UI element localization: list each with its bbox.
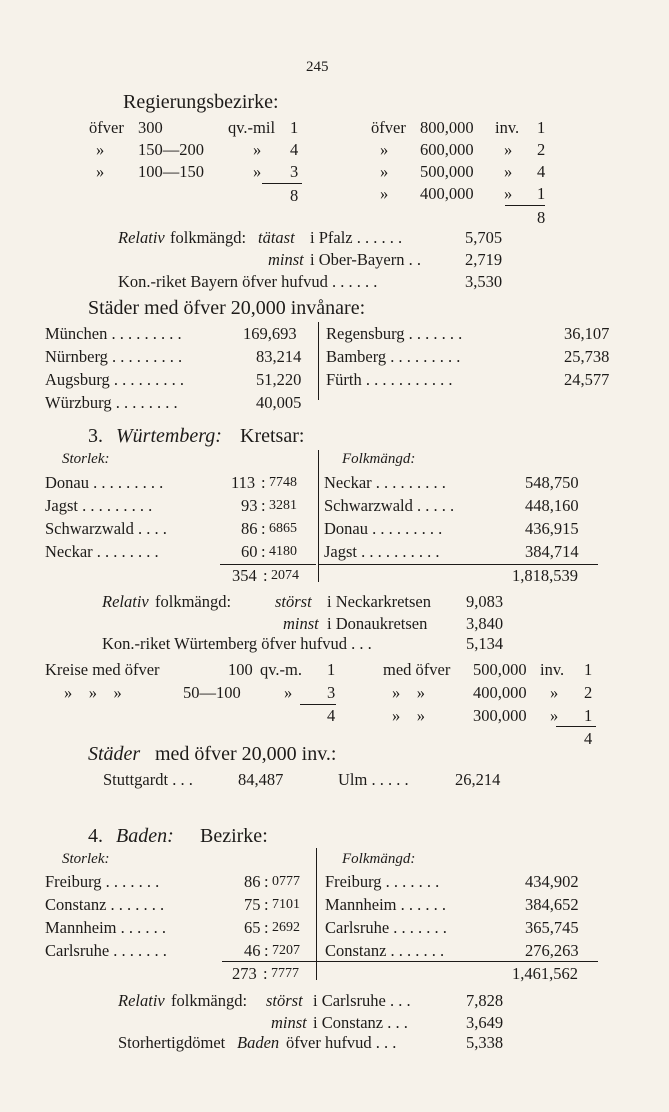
pop-row-label: » — [380, 184, 389, 203]
cities-text: med öfver 20,000 inv.: — [155, 743, 337, 765]
size-name: Mannheim . . . . . . — [45, 918, 166, 937]
sum-rule — [505, 205, 545, 206]
pop-row-count: 2 — [537, 140, 546, 159]
size-value: 65 — [244, 918, 261, 937]
pop-row-unit: inv. — [495, 118, 520, 137]
section-name: Baden: — [116, 825, 174, 847]
kingdom-value: 3,530 — [465, 272, 503, 291]
area-row-unit: qv.-mil — [228, 118, 276, 137]
pop-class-label: » » — [392, 706, 425, 725]
size-ratio: 7207 — [272, 943, 300, 958]
city-value: 24,577 — [564, 370, 610, 389]
area-row-range: 50—100 — [183, 683, 241, 702]
pop-name: Schwarzwald . . . . . — [324, 496, 455, 515]
pop-value: 365,745 — [525, 918, 579, 937]
pop-row-label: » — [380, 162, 389, 181]
size-heading: Storlek: — [62, 851, 110, 867]
largest-value: 7,828 — [466, 991, 504, 1010]
city-name: Stuttgardt . . . — [103, 770, 193, 789]
area-row-range: 100 — [228, 660, 253, 679]
bavaria-heading: Regierungsbezirke: — [123, 91, 279, 113]
area-total: 8 — [290, 186, 299, 205]
duchy-value: 5,338 — [466, 1033, 504, 1052]
pop-class-unit: inv. — [540, 660, 565, 679]
size-ratio: 6865 — [269, 521, 297, 536]
pop-name: Mannheim . . . . . . — [325, 895, 446, 914]
city-name: Augsburg . . . . . . . . . — [45, 370, 185, 389]
least-text: i Ober-Bayern . . — [310, 250, 422, 269]
column-divider — [318, 450, 319, 582]
city-name: Würzburg . . . . . . . . — [45, 393, 178, 412]
area-row-unit: » — [253, 162, 262, 181]
city-value: 83,214 — [256, 347, 302, 366]
size-total-ratio: 2074 — [271, 568, 299, 583]
kingdom-value: 5,134 — [466, 634, 504, 653]
pop-class-label: » » — [392, 683, 425, 702]
area-total: 4 — [327, 706, 336, 725]
sum-rule — [262, 183, 302, 184]
size-name: Neckar . . . . . . . . — [45, 542, 159, 561]
city-name: Ulm . . . . . — [338, 770, 409, 789]
size-ratio: 3281 — [269, 498, 297, 513]
size-value: 86 — [241, 519, 258, 538]
pop-row-count: 1 — [537, 118, 546, 137]
area-row-label: Kreise med öfver — [45, 660, 160, 679]
least-value: 2,719 — [465, 250, 503, 269]
size-value: 75 — [244, 895, 261, 914]
sum-rule — [220, 564, 316, 565]
pop-value: 434,902 — [525, 872, 579, 891]
size-value: 86 — [244, 872, 261, 891]
page-number: 245 — [306, 59, 329, 75]
largest-text: i Carlsruhe . . . — [313, 991, 411, 1010]
pop-row-label: öfver — [371, 118, 406, 137]
pop-value: 384,652 — [525, 895, 579, 914]
pop-total: 1,461,562 — [512, 964, 578, 983]
city-value: 51,220 — [256, 370, 302, 389]
section-suffix: Bezirke: — [200, 825, 268, 847]
pop-row-label: » — [380, 140, 389, 159]
sum-rule — [318, 564, 598, 565]
pop-heading: Folkmängd: — [342, 451, 416, 467]
size-ratio: 7748 — [269, 475, 297, 490]
city-name: Regensburg . . . . . . . — [326, 324, 463, 343]
pop-row-value: 400,000 — [420, 184, 474, 203]
pop-row-count: 1 — [537, 184, 546, 203]
pop-class-unit: » — [550, 706, 559, 725]
section-suffix: Kretsar: — [240, 425, 305, 447]
least-label: minst — [283, 614, 319, 633]
sum-rule — [300, 704, 336, 705]
pop-class-value: 500,000 — [473, 660, 527, 679]
size-name: Constanz . . . . . . . — [45, 895, 165, 914]
least-text: i Constanz . . . — [313, 1013, 408, 1032]
city-value: 84,487 — [238, 770, 284, 789]
city-name: Bamberg . . . . . . . . . — [326, 347, 461, 366]
city-name: Nürnberg . . . . . . . . . — [45, 347, 183, 366]
pop-total: 1,818,539 — [512, 566, 578, 585]
size-value: 113 — [231, 473, 256, 492]
size-heading: Storlek: — [62, 451, 110, 467]
pop-row-unit: » — [504, 162, 513, 181]
kingdom-text: Kon.-riket Bayern öfver hufvud . . . . . . — [118, 272, 378, 291]
size-ratio: 7101 — [272, 897, 300, 912]
column-divider — [318, 322, 319, 400]
pop-class-unit: » — [550, 683, 559, 702]
area-row-count: 3 — [327, 683, 336, 702]
pop-class-label: med öfver — [383, 660, 451, 679]
pop-value: 548,750 — [525, 473, 579, 492]
size-ratio: 0777 — [272, 874, 300, 889]
densest-text: i Pfalz . . . . . . — [310, 228, 403, 247]
size-total-ratio: 7777 — [271, 966, 299, 981]
sum-rule — [222, 961, 316, 962]
pop-name: Constanz . . . . . . . — [325, 941, 445, 960]
relative-text: folkmängd: — [170, 228, 247, 247]
least-label: minst — [271, 1013, 307, 1032]
largest-text: i Neckarkretsen — [327, 592, 431, 611]
cities-heading: Städer med öfver 20,000 invånare: — [88, 297, 366, 319]
area-row-count: 1 — [327, 660, 336, 679]
city-value: 36,107 — [564, 324, 610, 343]
pop-value: 436,915 — [525, 519, 579, 538]
least-label: minst — [268, 250, 304, 269]
area-row-range: 100—150 — [138, 162, 204, 181]
area-row-label: » » » — [64, 683, 122, 702]
least-text: i Donaukretsen — [327, 614, 428, 633]
city-value: 25,738 — [564, 347, 610, 366]
pop-name: Carlsruhe . . . . . . . — [325, 918, 447, 937]
densest-value: 5,705 — [465, 228, 503, 247]
section-number: 4. — [88, 825, 103, 847]
pop-value: 276,263 — [525, 941, 579, 960]
pop-class-count: 1 — [584, 706, 593, 725]
size-ratio: 2692 — [272, 920, 300, 935]
pop-value: 384,714 — [525, 542, 579, 561]
relative-label: Relativ — [118, 228, 165, 247]
relative-label: Relativ — [102, 592, 149, 611]
section-number: 3. — [88, 425, 103, 447]
pop-name: Jagst . . . . . . . . . . — [324, 542, 440, 561]
area-row-count: 3 — [290, 162, 299, 181]
book-page: 245 Regierungsbezirke: öfver 300 qv.-mil 1 » 150—200 » 4 » 100—150 » 3 8 öfver 800,000 inv. 1 » 600,000 » 2 » 500,000 » 4 » 400,000 » 1 8 Relativ folkmängd: tätast i Pfalz . . . . . . 5,705 minst i Ober-Bayern . . 2,719 Kon.-riket Bayern öfver hufvud . . . . . . 3,530 Städer med öfver 20,000 invånare: München . . . . . . . . . 169,693 Nürnberg . . . . . . . . . 83,214 Augsburg . . . . . . . . . 51,220 Würzburg . . . . . . . . 40,005 Regensburg . . . . . . . 36,107 Bamberg . . . . . . . . . 25,738 Fürth . . . . . . . . . . . 24,577 3. Würtemberg: Kretsar: Storlek: Folkmängd: Donau . . . . . . . . . 113 : 7748 Jagst . . . . . . . . . 93 : 3281 Schwarzwald . . . . 86 : 6865 Neckar . . . . . . . . 60 : 4180 354 : 2074 Neckar . . . . . . . . . 548,750 Schwarzwald . . . . . 448,160 Donau . . . . . . . . . 436,915 Jagst . . . . . . . . . . 384,714 1,818,539 Relativ folkmängd: störst i Neckarkretsen 9,083 minst i Donaukretsen 3,840 Kon.-riket Würtemberg öfver hufvud . . . 5,134 Kreise med öfver 100 qv.-m. 1 » » » 50—100 » 3 4 med öfver 500,000 inv. 1 » » 400,000 » 2 » » 300,000 » 1 4 Städer med öfver 20,000 inv.: Stuttgardt . . . 84,487 Ulm . . . . . 26,214 4. Baden: Bezirke: Storlek: Folkmängd: Freiburg . . . . . . . 86 : 0777 Constanz . . . . . . . 75 : 7101 Mannheim . . . . . . 65 : 2692 Carlsruhe . . . . . . . 46 : 7207 273 : 7777 Freiburg . . . . . . . 434,902 Mannheim . . . . . . 384,652 Carlsruhe . . . . . . . 365,745 Constanz . . . . . . . 276,263 1,461,562 Relativ folkmängd: störst i Carlsruhe . . . 7,828 minst i Constanz . . . 3,649 Storhertigdömet Baden öfver hufvud . . . 5,338 — [45, 59, 610, 1052]
pop-class-count: 1 — [584, 660, 593, 679]
area-row-label: » — [96, 162, 105, 181]
size-name: Jagst . . . . . . . . . — [45, 496, 153, 515]
duchy-text-b: öfver hufvud . . . — [286, 1033, 397, 1052]
sum-rule — [316, 961, 598, 962]
area-row-unit: qv.-m. — [260, 660, 303, 679]
city-name: Fürth . . . . . . . . . . . — [326, 370, 453, 389]
pop-class-count: 2 — [584, 683, 593, 702]
pop-row-value: 500,000 — [420, 162, 474, 181]
area-row-unit: » — [253, 140, 262, 159]
pop-name: Donau . . . . . . . . . — [324, 519, 443, 538]
pop-name: Freiburg . . . . . . . — [325, 872, 440, 891]
section-name: Würtemberg: — [116, 425, 222, 447]
pop-total: 8 — [537, 208, 546, 227]
area-row-label: » — [96, 140, 105, 159]
pop-row-count: 4 — [537, 162, 546, 181]
area-row-count: 4 — [290, 140, 299, 159]
largest-label: störst — [275, 592, 312, 611]
size-value: 93 — [241, 496, 258, 515]
pop-row-unit: » — [504, 140, 513, 159]
pop-row-value: 600,000 — [420, 140, 474, 159]
duchy-text-a: Storhertigdömet — [118, 1033, 226, 1052]
city-value: 169,693 — [243, 324, 297, 343]
pop-row-unit: » — [504, 184, 513, 203]
pop-class-value: 400,000 — [473, 683, 527, 702]
area-row-unit: » — [284, 683, 293, 702]
relative-label: Relativ — [118, 991, 165, 1010]
kingdom-text: Kon.-riket Würtemberg öfver hufvud . . . — [102, 634, 372, 653]
size-name: Donau . . . . . . . . . — [45, 473, 164, 492]
largest-label: störst — [266, 991, 303, 1010]
size-name: Carlsruhe . . . . . . . — [45, 941, 167, 960]
size-name: Schwarzwald . . . . — [45, 519, 167, 538]
area-row-range: 300 — [138, 118, 163, 137]
pop-heading: Folkmängd: — [342, 851, 416, 867]
pop-class-value: 300,000 — [473, 706, 527, 725]
least-value: 3,649 — [466, 1013, 504, 1032]
city-value: 26,214 — [455, 770, 501, 789]
area-row-label: öfver — [89, 118, 124, 137]
pop-row-value: 800,000 — [420, 118, 474, 137]
relative-text: folkmängd: — [155, 592, 232, 611]
pop-class-total: 4 — [584, 729, 593, 748]
size-total: 354 — [232, 566, 257, 585]
city-value: 40,005 — [256, 393, 302, 412]
size-total: 273 — [232, 964, 257, 983]
area-row-count: 1 — [290, 118, 299, 137]
area-row-range: 150—200 — [138, 140, 204, 159]
sum-rule — [556, 726, 596, 727]
city-name: München . . . . . . . . . — [45, 324, 182, 343]
densest-label: tätast — [258, 228, 295, 247]
relative-text: folkmängd: — [171, 991, 248, 1010]
least-value: 3,840 — [466, 614, 504, 633]
duchy-name: Baden — [237, 1033, 280, 1052]
size-ratio: 4180 — [269, 544, 297, 559]
size-name: Freiburg . . . . . . . — [45, 872, 160, 891]
size-value: 46 — [244, 941, 261, 960]
pop-name: Neckar . . . . . . . . . — [324, 473, 446, 492]
cities-label: Städer — [88, 743, 141, 765]
size-value: 60 — [241, 542, 258, 561]
pop-value: 448,160 — [525, 496, 579, 515]
largest-value: 9,083 — [466, 592, 504, 611]
